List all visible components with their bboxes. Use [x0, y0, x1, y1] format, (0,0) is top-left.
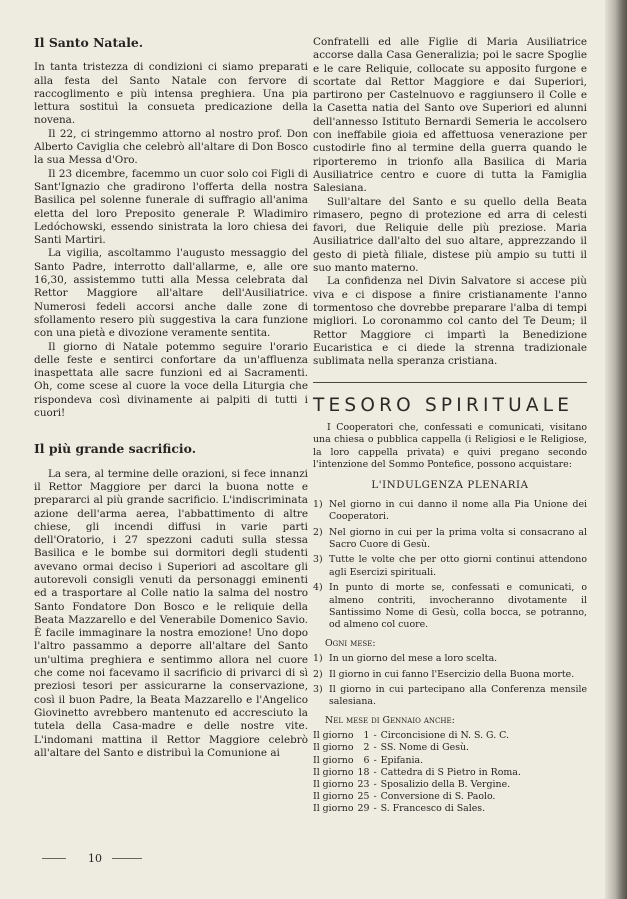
paragraph: Sull'altare del Santo e su quello della Beata rimasero, pegno di protezione ed arra di celesti favori, due Reliquie delle più preziose. Maria Ausiliatrice dall'alto del suo altare, apprezzando il gesto di pietà filiale, distese più ampio su tutti il suo manto materno. — [313, 195, 587, 275]
paragraph: La confidenza nel Divin Salvatore si accese più viva e ci dispose a finire cristianamente l'anno tormentoso che dovrebbe preparare l'alba di tempi migliori. Lo coronammo col canto del Te Deum; il Rettor Maggiore ci impartì la Benedizione Eucaristica e ci diede la strenna tradizionale sublimata nella speranza cristiana. — [313, 275, 587, 368]
list-item: 3) Tutte le volte che per otto giorni continui attendono agli Esercizi spirituali. — [313, 554, 587, 578]
list-item: 3) Il giorno in cui partecipano alla Conferenza mensile salesiana. — [313, 684, 587, 708]
list-item: 2) Nel giorno in cui per la prima volta si consacrano al Sacro Cuore di Gesù. — [313, 526, 587, 550]
paragraph: La sera, al termine delle orazioni, si fece innanzi il Rettor Maggiore per darci la buona notte e prepararci al più grande sacrificio. L'indiscriminata azione dell'arma aerea, l'abbattimento di altre chiese, gli incendi diffusi in varie parti dell'Oratorio, i 27 spezzoni caduti sulla stessa Basilica e le bombe sui dormitori degli studenti avevano ormai deciso i Superiori ad ascoltare gli autorevoli consigli venuti da personaggi eminenti ed a trasportare al Colle natio la salma del nostro Santo Fondatore Don Bosco e le reliquie della Beata Mazzarello e del Venerabile Domenico Savio. È facile immaginare la nostra emozione! Uno dopo l'altro passammo a deporre all'altare del Santo un'ultima preghiera e sentimmo allora nel cuore che come noi facevamo il sacrificio di privarci di sì preziosi tesori per assicurarne la conservazione, così il buon Padre, la Beata Mazzarello e l'Angelico Giovinetto avrebbero mantenuto ed accresciuto la tutela della Casa-madre e delle nostre vite. L'indomani mattina il Rettor Maggiore celebrò all'altare del Santo e distribuì la Comunione ai — [34, 467, 308, 759]
paragraph: Il giorno di Natale potemmo seguire l'orario delle feste e sentirci confortare da un'affluenza inaspettata alle sacre funzioni ed ai Sacramenti. Oh, come scese al cuore la voce della Liturgia che rispondeva così divinamente ai palpiti di tutti i cuori! — [34, 340, 308, 420]
paragraph: Il 23 dicembre, facemmo un cuor solo coi Figli di Sant'Ignazio che gradirono l'offerta della nostra Basilica pel solenne funerale di suffragio all'anima eletta del loro Preposito generale P. Wladimiro Ledóchowski, essendo sinistrata la loro chiesa dei Santi Martiri. — [34, 167, 308, 247]
paragraph: La vigilia, ascoltammo l'augusto messaggio del Santo Padre, interrotto dall'allarme, e, alle ore 16,30, assistemmo tutti alla Messa celebrata dal Rettor Maggiore all'altare dell'Ausiliatrice. Numerosi fedeli accorsi anche dalle zone di sfollamento resero più suggestiva la cara funzione con una pietà e divozione veramente sentita. — [34, 247, 308, 340]
list-item: 2) Il giorno in cui fanno l'Esercizio della Buona morte. — [313, 668, 575, 680]
table-row: Il giorno 29 - S. Francesco di Sales. — [313, 803, 486, 815]
indulgenza-list — [313, 499, 587, 632]
page-number-dash-left — [42, 858, 66, 859]
tesoro-spirituale-title: TESORO SPIRITUALE — [313, 395, 574, 417]
gennaio-heading: Nel mese di Gennaio anche: — [325, 714, 455, 726]
table-row: Il giorno 6 - Epifania. — [313, 754, 424, 766]
section-title-santo-natale: Il Santo Natale. — [34, 35, 144, 50]
section-divider — [313, 382, 587, 383]
paragraph: Il 22, ci stringemmo attorno al nostro prof. Don Alberto Caviglia che celebrò all'altare di Don Bosco la sua Messa d'Oro. — [34, 127, 308, 167]
left-column — [34, 36, 308, 760]
book-spine-shadow — [605, 0, 627, 899]
table-row: Il giorno 1 - Circoncisione di N. S. G. C. — [313, 730, 509, 742]
paragraph: In tanta tristezza di condizioni ci siamo preparati alla festa del Santo Natale con fervore di raccoglimento e più intensa preghiera. Una pia lettura sostituì la consueta predicazione della novena. — [34, 61, 308, 127]
page-number: 10 — [88, 852, 102, 865]
table-row: Il giorno 2 - SS. Nome di Gesù. — [313, 742, 470, 754]
indulgenza-heading: L'INDULGENZA PLENARIA — [371, 480, 529, 492]
paragraph: Confratelli ed alle Figlie di Maria Ausiliatrice accorse dalla Casa Generalizia; poi le sacre Spoglie e le care Reliquie, collocate su apposito furgone e scortate dal Rettor Maggiore e dai Superiori, partirono per Castelnuovo e raggiunsero il Colle e la Casetta natia del Santo ove Superiori ed alunni dell'annesso Istituto Bernardi Semeria le accolsero con ineffabile gioia ed affettuosa venerazione per custodirle fino al termine della guerra quando le riporteremo in trionfo alla Basilica di Maria Ausiliatrice centro e cuore di tutta la Famiglia Salesiana. — [313, 36, 587, 195]
list-item: 1) In un giorno del mese a loro scelta. — [313, 653, 498, 665]
ogni-mese-list — [313, 653, 587, 709]
tesoro-intro: I Cooperatori che, confessati e comunicati, visitano una chiesa o pubblica cappella (i Religiosi e le Religiose, la loro cappella privata) e quivi pregano secondo l'intenzione del Sommo Pontefice, possono acquistare: — [313, 421, 587, 470]
list-item: 4) In punto di morte se, confessati e comunicati, o almeno contriti, invocheranno divotamente il Santissimo Nome di Gesù, colla bocca, se potranno, od almeno col cuore. — [313, 582, 587, 631]
table-row: Il giorno 18 - Cattedra di S Pietro in Roma. — [313, 766, 521, 778]
ogni-mese-heading: Ogni mese: — [325, 637, 376, 649]
page-number-dash-right — [112, 858, 142, 859]
right-column — [313, 36, 587, 816]
list-item: 1) Nel giorno in cui danno il nome alla Pia Unione dei Cooperatori. — [313, 498, 587, 523]
gennaio-calendar — [313, 730, 525, 815]
table-row: Il giorno 25 - Conversione di S. Paolo. — [313, 791, 496, 803]
table-row: Il giorno 23 - Sposalizio della B. Vergine. — [313, 779, 511, 791]
section-title-grande-sacrificio: Il più grande sacrificio. — [34, 441, 197, 457]
